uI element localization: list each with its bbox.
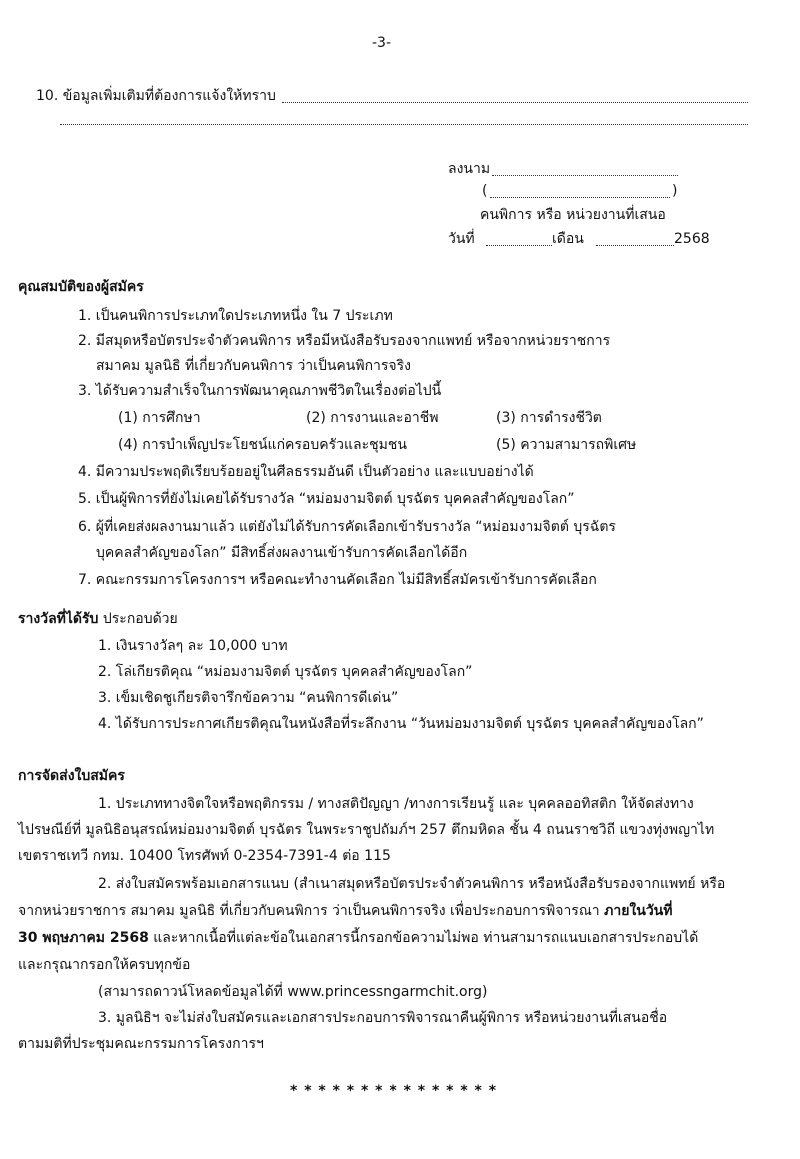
name-paren-open: (	[482, 183, 488, 199]
qualification-item-cont: สมาคม มูลนิธิ ที่เกี่ยวกับคนพิการ ว่าเป็นคนพิการจริง	[96, 358, 411, 374]
qualification-item: 4. มีความประพฤติเรียบร้อยอยู่ในศีลธรรมอันดี เป็นตัวอย่าง และแบบอย่างได้	[78, 464, 534, 480]
award-item: 4. ได้รับการประกาศเกียรติคุณในหนังสือที่ระลึกงาน “วันหม่อมงามจิตต์ บุรฉัตร บุคคลสำคัญของโลก”	[98, 716, 704, 732]
month-label: เดือน	[552, 231, 584, 247]
awards-heading-suffix: ประกอบด้วย	[98, 611, 178, 627]
submission-p2-line: 2. ส่งใบสมัครพร้อมเอกสารแนบ (สำเนาสมุดหรือบัตรประจำตัวคนพิการ หรือหนังสือรับรองจากแพทย์ หรือ	[98, 876, 726, 892]
submission-p1-line: 1. ประเภททางจิตใจหรือพฤติกรรม / ทางสติปัญญา /ทางการเรียนรู้ และ บุคคลออทิสติก ให้จัดส่งทาง	[98, 796, 694, 812]
area-item: (5) ความสามารถพิเศษ	[496, 437, 637, 453]
deadline-label: ภายในวันที่	[604, 903, 673, 919]
item10-fill-line-1	[282, 102, 748, 103]
qualification-item: 5. เป็นผู้พิการที่ยังไม่เคยได้รับรางวัล “หม่อมงามจิตต์ บุรฉัตร บุคคลสำคัญของโลก”	[78, 491, 575, 507]
end-mark: * * * * * * * * * * * * * * *	[290, 1083, 498, 1099]
awards-heading-line	[18, 609, 178, 629]
submission-p1-line: เขตราชเทวี กทม. 10400 โทรศัพท์ 0-2354-7391-4 ต่อ 115	[18, 848, 391, 864]
submission-p1-line: ไปรษณีย์ที่ มูลนิธิอนุสรณ์หม่อมงามจิตต์ บุรฉัตร ในพระราชูปถัมภ์ฯ 257 ตึกมหิดล ชั้น 4 ถนนราชวิถี แขวงทุ่งพญาไท	[18, 822, 715, 838]
submission-p3-line: 3. มูลนิธิฯ จะไม่ส่งใบสมัครและเอกสารประกอบการพิจารณาคืนผู้พิการ หรือหน่วยงานที่เสนอชื่อ	[98, 1010, 668, 1026]
name-paren-close: )	[672, 183, 678, 199]
signature-label: ลงนาม	[448, 161, 491, 177]
qualification-item: 6. ผู้ที่เคยส่งผลงานมาแล้ว แต่ยังไม่ได้รับการคัดเลือกเข้ารับรางวัล “หม่อมงามจิตต์ บุรฉัตร	[78, 519, 616, 535]
qualifications-heading: คุณสมบัติของผู้สมัคร	[18, 279, 144, 295]
item10-label: 10. ข้อมูลเพิ่มเติมที่ต้องการแจ้งให้ทราบ	[36, 88, 276, 104]
submission-heading: การจัดส่งใบสมัคร	[18, 768, 125, 784]
submission-p2-line: และกรุณากรอกให้ครบทุกข้อ	[18, 957, 191, 973]
qualification-item: 3. ได้รับความสำเร็จในการพัฒนาคุณภาพชีวิตในเรื่องต่อไปนี้	[78, 383, 442, 399]
award-item: 3. เข็มเชิดชูเกียรติจารึกข้อความ “คนพิการดีเด่น”	[98, 690, 399, 706]
submission-p3-line: ตามมติที่ประชุมคณะกรรมการโครงการฯ	[18, 1036, 264, 1052]
year-value: 2568	[674, 231, 710, 247]
submission-p2-text: จากหน่วยราชการ สมาคม มูลนิธิ ที่เกี่ยวกับคนพิการ ว่าเป็นคนพิการจริง เพื่อประกอบการพิจารณา	[18, 903, 605, 919]
area-item: (3) การดำรงชีวิต	[496, 410, 602, 426]
month-line	[596, 245, 674, 246]
award-item: 1. เงินรางวัลๆ ละ 10,000 บาท	[98, 638, 288, 654]
download-note: (สามารถดาวน์โหลดข้อมูลได้ที่ www.princessngarmchit.org)	[98, 984, 488, 1000]
date-line	[486, 245, 552, 246]
qualification-item: 1. เป็นคนพิการประเภทใดประเภทหนึ่ง ใน 7 ประเภท	[78, 308, 393, 324]
signature-line	[492, 175, 678, 176]
deadline-date: 30 พฤษภาคม 2568	[18, 930, 149, 946]
name-line	[490, 197, 670, 198]
item10-fill-line-2	[60, 124, 748, 125]
qualification-item-cont: บุคคลสำคัญของโลก” มีสิทธิ์ส่งผลงานเข้ารับการคัดเลือกได้อีก	[96, 545, 468, 561]
area-item: (2) การงานและอาชีพ	[306, 410, 439, 426]
signer-role: คนพิการ หรือ หน่วยงานที่เสนอ	[480, 207, 666, 223]
qualification-item: 7. คณะกรรมการโครงการฯ หรือคณะทำงานคัดเลือก ไม่มีสิทธิ์สมัครเข้ารับการคัดเลือก	[78, 572, 597, 588]
qualification-item: 2. มีสมุดหรือบัตรประจำตัวคนพิการ หรือมีหนังสือรับรองจากแพทย์ หรือจากหน่วยราชการ	[78, 333, 611, 349]
submission-p2-line	[18, 901, 672, 921]
date-label: วันที่	[448, 231, 475, 247]
area-item: (4) การบำเพ็ญประโยชน์แก่ครอบครัวและชุมชน	[118, 437, 407, 453]
submission-p2-text: และหากเนื้อที่แต่ละข้อในเอกสารนี้กรอกข้อความไม่พอ ท่านสามารถแนบเอกสารประกอบได้	[148, 930, 699, 946]
submission-p2-line	[18, 928, 698, 948]
area-item: (1) การศึกษา	[118, 410, 201, 426]
award-item: 2. โล่เกียรติคุณ “หม่อมงามจิตต์ บุรฉัตร บุคคลสำคัญของโลก”	[98, 664, 473, 680]
page-number: -3-	[372, 35, 392, 51]
awards-heading: รางวัลที่ได้รับ	[18, 611, 99, 627]
